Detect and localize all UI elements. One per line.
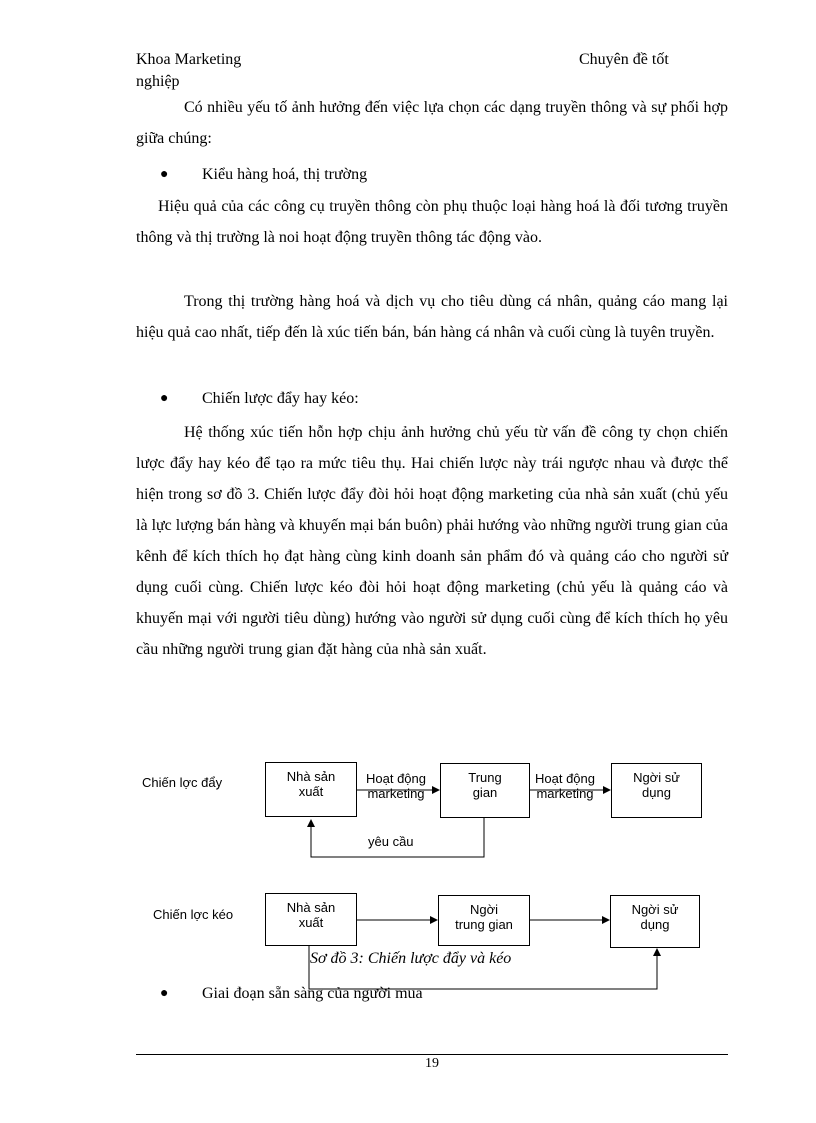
box-line: Nhà sản	[286, 769, 336, 784]
page-number: 19	[425, 1056, 439, 1071]
push-arrow-label-1	[366, 771, 426, 801]
arrow-label-line: Hoạt động	[535, 771, 595, 786]
pull-box-producer	[265, 893, 357, 946]
header-report-type: Chuyên đề tốt	[579, 51, 669, 68]
arrow-label-line: Hoạt động	[366, 771, 426, 786]
push-box-producer	[265, 762, 357, 817]
pull-box-intermediary	[438, 895, 530, 946]
bullet-icon: ●	[160, 167, 169, 182]
pull-strategy-label: Chiến lợc kéo	[153, 907, 234, 922]
pull-box-end-user	[610, 895, 700, 948]
box-line: xuất	[298, 784, 324, 799]
bullet-label: Kiểu hàng hoá, thị trường	[202, 166, 368, 183]
box-line: Ngời sử	[633, 770, 680, 785]
bullet-icon: ●	[160, 391, 169, 406]
push-box-intermediary	[440, 763, 530, 818]
box-line: Trung	[468, 770, 502, 785]
paragraph-4-text: Hệ thống xúc tiến hỗn hợp chịu ảnh hưởng chủ yếu từ vấn đề công ty chọn chiến lược đẩy hay kéo để tạo ra mức tiêu thụ. Hai chiến lược này trái ngược nhau và được thể hiện trong sơ đồ 3. Chiến lược đẩy đòi hỏi hoạt động marketing của nhà sản xuất (chủ yếu là lực lượng bán hàng và khuyến mại bán buôn) phải hướng vào những người trung gian của kênh để kích thích họ đạt hàng cùng kinh doanh sản phẩm đó và quảng cáo cho người sử dụng cuối cùng. Chiến lược kéo đòi hỏi hoạt động marketing (chủ yếu là quảng cáo và khuyến mại với người tiêu dùng) hướng vào người sử dụng cuối cùng để kích thích họ yêu cầu những người trung gian đặt hàng của nhà sản xuất.	[136, 424, 728, 658]
box-line: gian	[472, 785, 498, 800]
header-faculty: Khoa Marketing	[136, 51, 242, 68]
box-line: Nhà sản	[286, 900, 336, 915]
header-report-type-continued: nghiệp	[136, 73, 180, 90]
paragraph-1-text: Có nhiều yếu tố ảnh hưởng đến việc lựa chọn các dạng truyền thông và sự phối hợp giữa chúng:	[136, 99, 728, 147]
bullet-icon: ●	[160, 986, 169, 1001]
box-line: dụng	[640, 917, 670, 932]
paragraph-2-text: Hiệu quả của các công cụ truyền thông còn phụ thuộc loại hàng hoá là đối tương truyền thông và thị trường là noi hoạt động truyền thông tác động vào.	[136, 198, 728, 246]
box-line: Ngời	[469, 902, 499, 917]
box-line: trung gian	[455, 917, 513, 932]
push-strategy-label: Chiến lợc đẩy	[142, 775, 223, 790]
box-line: xuất	[298, 915, 324, 930]
bullet-label: Chiến lược đẩy hay kéo:	[202, 390, 359, 407]
bullet-label: Giai đoạn sẵn sàng của người mua	[202, 985, 423, 1002]
push-arrow-label-2	[535, 771, 595, 801]
arrow-label-line: marketing	[367, 786, 425, 801]
box-line: Ngời sử	[631, 902, 679, 917]
diagram-caption: Sơ đồ 3: Chiến lược đẩy và kéo	[310, 950, 512, 967]
arrow-label-line: marketing	[536, 786, 594, 801]
push-feedback-label: yêu cầu	[368, 834, 414, 849]
paragraph-3-text: Trong thị trường hàng hoá và dịch vụ cho tiêu dùng cá nhân, quảng cáo mang lại hiệu quả cao nhất, tiếp đến là xúc tiến bán, bán hàng cá nhân và cuối cùng là tuyên truyền.	[136, 293, 728, 341]
footer-divider	[136, 1054, 728, 1055]
box-line: dụng	[642, 785, 671, 800]
push-box-end-user	[611, 763, 702, 818]
